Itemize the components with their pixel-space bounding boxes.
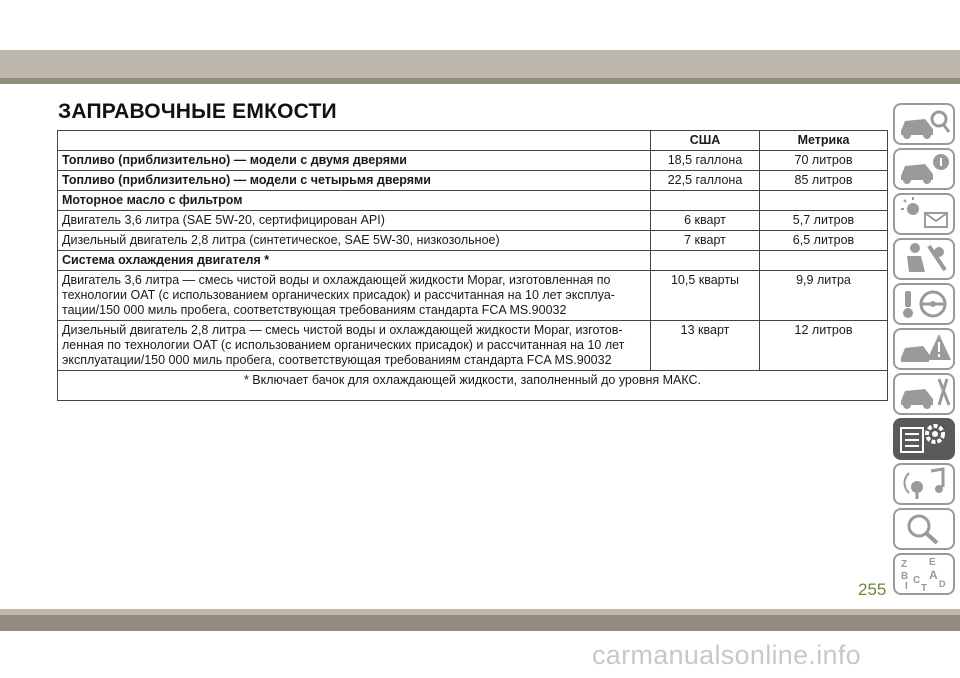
table-footnote: * Включает бачок для охлаждающей жидкости, заполненный до уровня МАКС. [58,371,888,401]
sidebar-tab-search[interactable] [893,508,955,550]
specs-gear-icon [895,420,953,458]
svg-text:E: E [929,557,936,568]
page-number: 255 [858,580,887,599]
bottom-footer-band [0,615,960,631]
row-description: Двигатель 3,6 литра (SAE 5W-20, сертифицирован API) [58,211,651,231]
row-metric-value: 70 литров [760,151,888,171]
sidebar-tab-dashboard[interactable] [893,193,955,235]
row-usa-value: 22,5 галлона [651,171,760,191]
row-description: Топливо (приблизительно) — модели с двумя дверями [58,151,651,171]
sidebar-tab-multimedia[interactable] [893,463,955,505]
svg-text:B: B [901,571,909,582]
multimedia-icon [895,465,953,503]
row-usa-value: 13 кварт [651,321,760,371]
svg-text:A: A [929,568,938,582]
sidebar-tab-service[interactable] [893,373,955,415]
svg-text:D: D [939,579,946,589]
row-description: Дизельный двигатель 2,8 литра (синтетическое, SAE 5W-30, низкозольное) [58,231,651,251]
table-row [58,251,888,271]
capacities-table [57,130,888,401]
sidebar-tab-car-search[interactable] [893,103,955,145]
svg-text:T: T [921,583,928,593]
row-metric-value: 6,5 литров [760,231,888,251]
row-usa-value: 18,5 галлона [651,151,760,171]
row-usa-value: 10,5 кварты [651,271,760,321]
car-info-icon [895,150,953,188]
svg-text:C: C [913,575,921,586]
top-header-line [0,78,960,84]
header-usa: США [651,131,760,151]
row-usa-value [651,191,760,211]
alphabet-index-icon [895,555,953,593]
header-description [58,131,651,151]
row-description: Двигатель 3,6 литра — смесь чистой воды и охлаждающей жидкости Mopar, изготовленная по технологии OAT (с использованием органических присадок) и рассчитанная на 10 лет эксплуатации/150 000 миль пробега, соответствующая требованиям стандарта FCA MS.90032 [58,271,651,321]
sidebar-tab-alphabet-index[interactable] [893,553,955,595]
row-description: Система охлаждения двигателя * [58,251,651,271]
svg-text:I: I [905,581,908,592]
watermark: carmanualsonline.info [592,640,861,670]
key-steering-icon [895,285,953,323]
dashboard-warning-icon [895,195,953,233]
row-metric-value: 9,9 литра [760,271,888,321]
sidebar-tab-emergency[interactable] [893,328,955,370]
car-hazard-icon [895,330,953,368]
table-row [58,211,888,231]
header-metric: Метрика [760,131,888,151]
car-magnifier-icon [895,105,953,143]
table-row [58,231,888,251]
row-description: Моторное масло с фильтром [58,191,651,211]
row-metric-value: 85 литров [760,171,888,191]
car-tools-icon [895,375,953,413]
top-header-band [0,50,960,78]
airbag-seat-icon [895,240,953,278]
table-header-row [58,131,888,151]
sidebar-tab-starting[interactable] [893,283,955,325]
page-title: ЗАПРАВОЧНЫЕ ЕМКОСТИ [58,100,337,123]
table-row [58,271,888,321]
row-usa-value: 6 кварт [651,211,760,231]
row-description: Дизельный двигатель 2,8 литра — смесь чистой воды и охлаждающей жидкости Mopar, изготовленная по технологии OAT (с использованием органических присадок) и рассчитанная на 10 лет эксплуатации/150 000 миль пробега, соответствующая требованиям стандарта FCA MS.90032 [58,321,651,371]
row-description: Топливо (приблизительно) — модели с четырьмя дверями [58,171,651,191]
row-usa-value: 7 кварт [651,231,760,251]
table-row [58,191,888,211]
row-metric-value [760,251,888,271]
row-metric-value [760,191,888,211]
sidebar-tab-safety[interactable] [893,238,955,280]
sidebar-tab-specifications[interactable] [893,418,955,460]
sidebar-tab-car-info[interactable] [893,148,955,190]
row-usa-value [651,251,760,271]
table-row [58,321,888,371]
table-row [58,171,888,191]
row-metric-value: 5,7 литров [760,211,888,231]
svg-text:Z: Z [901,559,908,570]
row-metric-value: 12 литров [760,321,888,371]
table-footnote-row [58,371,888,401]
search-index-icon [895,510,953,548]
table-row [58,151,888,171]
